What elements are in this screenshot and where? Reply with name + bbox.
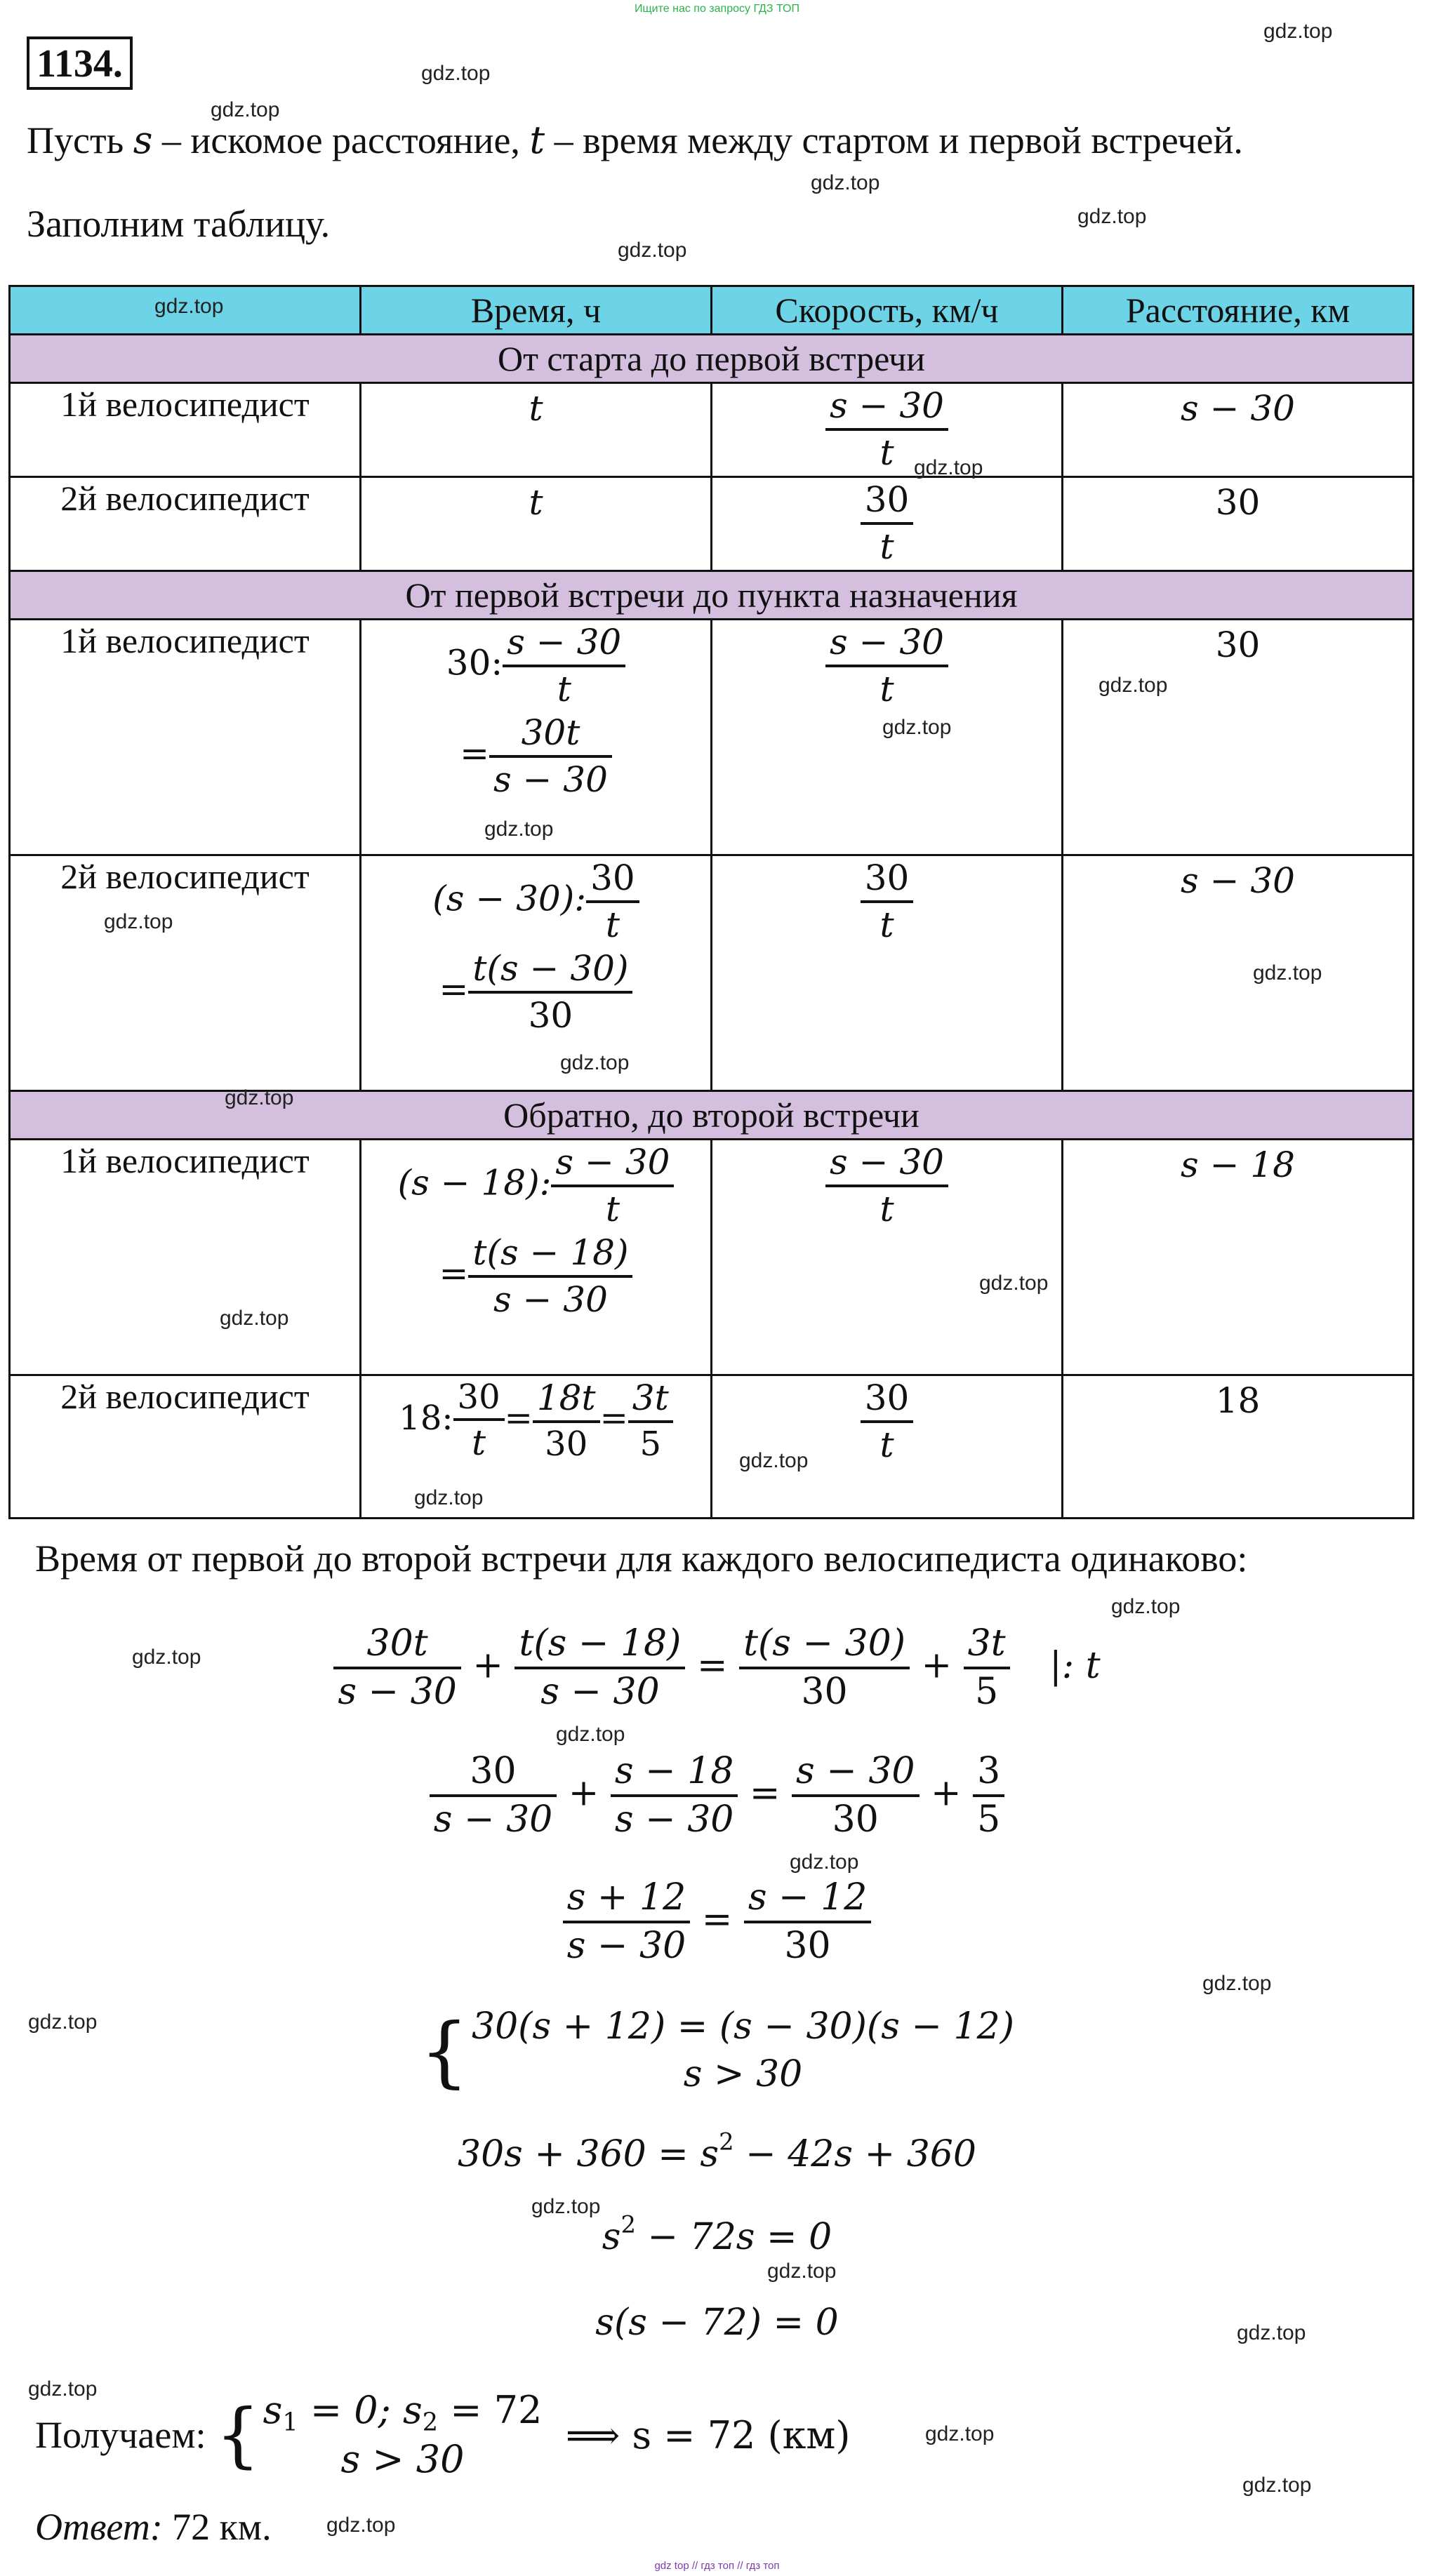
frac-den: 30 [528,994,573,1036]
frac-num: 30 [861,478,914,525]
watermark: gdz.top [28,2377,98,2401]
equals-sign: = [439,1253,469,1294]
top-ad-text[interactable]: Ищите нас по запросу ГДЗ ТОП [635,3,799,15]
distance-cell [1063,855,1414,1091]
frac-den: s − 30 [614,1798,734,1841]
distance-value: 18 [1215,1380,1261,1421]
row-label: 2й велосипедист [10,1375,361,1519]
frac-num: s − 30 [551,1140,674,1187]
time-equal-text: Время от первой до второй встречи для каждого велосипедиста одинаково: [35,1537,1248,1580]
frac-den: 30 [832,1798,879,1841]
header-speed: Скорость, км/ч [712,286,1063,335]
watermark: gdz.top [790,1850,859,1874]
frac-num: s − 30 [825,620,948,667]
equals-sign: = [504,1398,533,1438]
row-label: 2й велосипедист [10,855,361,1091]
time-cell [361,383,712,477]
equals-sign: = [439,968,469,1010]
watermark: gdz.top [28,2010,98,2034]
frac-num: s − 12 [744,1875,871,1923]
frac-num: 3t [628,1376,673,1423]
frac-num: 3t [964,1621,1010,1669]
watermark: gdz.top [1202,1972,1272,1995]
distance-value: s − 18 [1181,1144,1295,1185]
motion-table [8,285,1414,1519]
time-cell [361,855,712,1091]
frac-num: t(s − 18) [514,1621,685,1669]
watermark: gdz.top [739,1449,809,1472]
frac-den: t [879,1188,894,1229]
watermark: gdz.top [1098,674,1168,697]
frac-den: t [879,526,894,567]
distance-value: s − 30 [1181,388,1295,429]
eq5-lhs: s [602,2216,621,2258]
equals-sign: = [599,1398,628,1438]
frac-den: 30 [801,1671,848,1713]
frac-den: t [557,668,571,709]
section-row [10,335,1414,383]
watermark: gdz.top [618,239,687,262]
system-line-1: 30(s + 12) = (s − 30)(s − 12) [472,2006,1014,2048]
table-row [10,383,1414,477]
result-line [35,2386,850,2484]
frac-den: s − 30 [540,1671,660,1713]
problem-number: 1134. [27,36,133,90]
divide-note: |: t [1049,1644,1101,1687]
frac-num: 30 [453,1376,505,1421]
distance-cell [1063,620,1414,855]
time-value: t [529,388,543,429]
bottom-ad-text[interactable]: gdz top // гдз топ // гдз топ [654,2560,780,2572]
distance-value: 30 [1215,482,1261,523]
result-brace: { [215,2394,260,2476]
equals-sign: = [701,1898,733,1941]
speed-cell [712,1375,1063,1519]
frac-den: s − 30 [338,1671,457,1713]
system-brace: { [420,2006,470,2096]
frac-num: s − 30 [825,1140,948,1187]
frac-den: 5 [639,1424,661,1464]
distance-value: s − 30 [1181,860,1295,901]
eq5-rhs: − 72s = 0 [636,2216,832,2258]
distance-cell [1063,383,1414,477]
equation-4 [0,2128,1434,2175]
speed-cell [712,477,1063,571]
row-label: 2й велосипедист [10,477,361,571]
frac-den: t [472,1422,486,1463]
watermark: gdz.top [914,456,983,479]
watermark: gdz.top [154,295,224,318]
time-prefix: (s − 18): [397,1162,552,1203]
section-row [10,571,1414,620]
frac-num: t(s − 30) [739,1621,910,1669]
watermark: gdz.top [211,98,280,121]
result-text: = 0; s [298,2388,423,2432]
result-conclusion: ⟹ s = 72 (км) [565,2413,851,2457]
section-title-1: От старта до первой встречи [10,335,1414,383]
eq5-exp: 2 [620,2210,636,2238]
watermark: gdz.top [1253,961,1322,985]
frac-den: 5 [977,1798,1001,1841]
answer-label: Ответ: [35,2506,163,2548]
time-cell [361,1140,712,1375]
watermark: gdz.top [421,62,491,85]
result-condition: s > 30 [340,2437,465,2482]
table-row [10,620,1414,855]
plus-sign: + [472,1644,503,1687]
table-row [10,1375,1414,1519]
row-label: 1й велосипедист [10,1140,361,1375]
frac-num: 30 [586,856,639,903]
distance-cell [1063,1140,1414,1375]
frac-den: 30 [784,1925,831,1967]
table-row [10,855,1414,1091]
time-value: t [529,482,543,523]
frac-num: 30t [489,711,612,758]
eq4-lhs: 30s + 360 = s [458,2133,719,2175]
frac-num: 30t [333,1621,460,1669]
section-title-2: От первой встречи до пункта назначения [10,571,1414,620]
time-prefix: (s − 30): [432,878,587,919]
watermark: gdz.top [1077,205,1147,228]
watermark: gdz.top [225,1086,294,1109]
system-line-2: s > 30 [683,2053,803,2095]
equation-6 [0,2302,1434,2344]
intro-text-2: – искомое расстояние, [152,119,530,161]
section-row [10,1091,1414,1140]
frac-num: s − 18 [611,1749,738,1797]
time-prefix: 18: [399,1398,453,1438]
watermark: gdz.top [1263,20,1333,43]
frac-den: s − 30 [433,1798,553,1841]
intro-var-s: s [133,118,153,162]
result-label: Получаем: [35,2414,206,2457]
equation-1 [0,1621,1434,1715]
fill-table-text: Заполним таблицу. [27,203,331,245]
frac-den: t [605,1188,620,1229]
plus-sign: + [921,1644,952,1687]
frac-num: s + 12 [563,1875,690,1923]
frac-num: s − 30 [503,620,625,667]
table-row [10,477,1414,571]
frac-den: t [879,668,894,709]
watermark: gdz.top [414,1486,484,1509]
frac-den: 30 [545,1424,588,1464]
intro-text-1: Пусть [27,119,124,161]
eq6-text: s(s − 72) = 0 [595,2302,839,2344]
watermark: gdz.top [811,171,880,194]
equation-5 [0,2210,1434,2258]
header-distance: Расстояние, км [1063,286,1414,335]
answer-value: 72 км. [162,2506,272,2548]
answer-line [35,2505,272,2549]
time-cell [361,1375,712,1519]
eq4-exp: 2 [719,2128,734,2156]
watermark: gdz.top [531,2195,601,2218]
frac-num: s − 30 [792,1749,919,1797]
watermark: gdz.top [1242,2474,1312,2497]
frac-den: s − 30 [566,1925,686,1967]
frac-num: 30 [861,1376,914,1423]
frac-den: t [605,904,620,945]
frac-num: t(s − 18) [468,1231,632,1278]
frac-num: t(s − 30) [468,947,632,994]
frac-num: 30 [430,1749,557,1797]
watermark: gdz.top [767,2260,837,2283]
distance-cell [1063,477,1414,571]
frac-num: s − 30 [825,384,948,431]
watermark: gdz.top [132,1646,201,1669]
equals-sign: = [749,1772,781,1815]
row-label: 1й велосипедист [10,383,361,477]
frac-num: 18t [533,1376,600,1423]
speed-fraction [861,478,914,568]
watermark: gdz.top [1237,2321,1306,2344]
time-cell [361,477,712,571]
result-sub-2: 2 [422,2408,439,2437]
watermark: gdz.top [882,716,952,739]
speed-cell [712,1140,1063,1375]
watermark: gdz.top [556,1723,625,1746]
watermark: gdz.top [560,1051,630,1074]
watermark: gdz.top [326,2514,396,2537]
frac-den: t [879,1424,894,1465]
plus-sign: + [931,1772,962,1815]
equation-system [0,2003,1434,2098]
equals-sign: = [460,733,489,774]
header-time: Время, ч [361,286,712,335]
equation-2 [0,1749,1434,1843]
frac-den: s − 30 [493,1279,608,1320]
watermark: gdz.top [484,817,554,841]
row-label: 1й велосипедист [10,620,361,855]
watermark: gdz.top [104,910,173,933]
intro-paragraph [27,118,1243,162]
equation-3 [0,1875,1434,1969]
watermark: gdz.top [220,1307,289,1330]
plus-sign: + [568,1772,599,1815]
equals-sign: = [696,1644,728,1687]
speed-cell [712,383,1063,477]
watermark: gdz.top [979,1272,1049,1295]
speed-cell [712,855,1063,1091]
time-prefix: 30: [446,642,503,683]
table-row [10,1140,1414,1375]
frac-den: 5 [975,1671,999,1713]
frac-num: 30 [861,856,914,903]
section-title-3: Обратно, до второй встречи [10,1091,1414,1140]
frac-num: 3 [973,1749,1004,1797]
frac-den: s − 30 [493,759,608,800]
frac-den: t [879,904,894,945]
result-s: s [263,2388,283,2432]
intro-var-t: t [529,118,545,162]
intro-text-3: – время между стартом и первой встречей. [545,119,1243,161]
watermark: gdz.top [1111,1595,1181,1618]
result-value: = 72 [438,2388,543,2432]
eq4-rhs: − 42s + 360 [733,2133,976,2175]
distance-value: 30 [1215,625,1261,665]
result-sub-1: 1 [282,2408,298,2437]
watermark: gdz.top [925,2422,995,2445]
frac-den: t [879,432,894,473]
distance-cell [1063,1375,1414,1519]
